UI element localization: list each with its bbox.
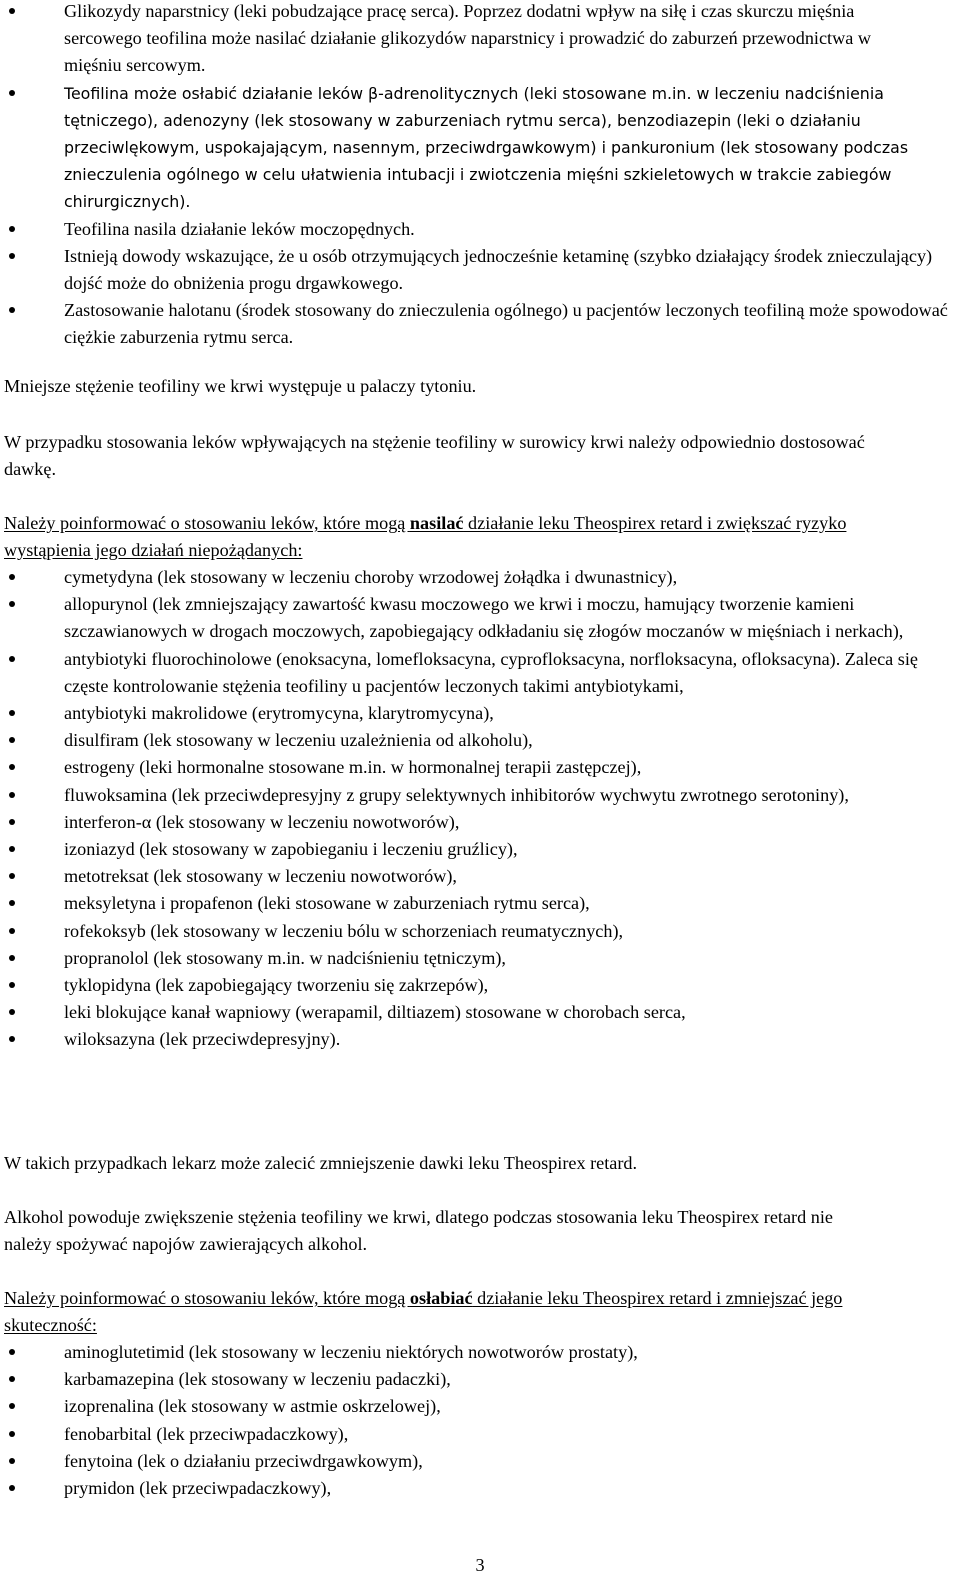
interactions-list [0, 0, 958, 352]
list-item: rofekoksyb (lek stosowany w leczeniu bólu w schorzeniach reumatycznych), [0, 918, 958, 945]
list-item: antybiotyki fluorochinolowe (enoksacyna, lomefloksacyna, cyprofloksacyna, norfloksacyna, ofloksacyna). Zaleca się częste kontrolowanie stężenia teofiliny u pacjentów leczonych takimi antybiotykami, [0, 646, 944, 700]
paragraph-dose-reduction: W takich przypadkach lekarz może zalecić zmniejszenie dawki leku Theospirex retard. [4, 1153, 638, 1173]
list-item: metotreksat (lek stosowany w leczeniu nowotworów), [0, 863, 958, 890]
section-heading-increase [0, 510, 904, 564]
list-item: Istnieją dowody wskazujące, że u osób otrzymujących jednocześnie ketaminę (szybko działający środek znieczulający) dojść może do obniżenia progu drgawkowego. [0, 243, 934, 297]
increase-drugs-list [0, 564, 958, 1054]
heading-text: Należy poinformować o stosowaniu leków, które mogą [4, 513, 410, 533]
paragraph-dose-adjust: W przypadku stosowania leków wpływających na stężenie teofiliny w surowicy krwi należy odpowiednio dostosować dawkę. [4, 432, 865, 480]
list-item: aminoglutetimid (lek stosowany w leczeniu niektórych nowotworów prostaty), [0, 1339, 958, 1366]
page-number: 3 [475, 1555, 485, 1575]
list-item: disulfiram (lek stosowany w leczeniu uzależnienia od alkoholu), [0, 727, 958, 754]
list-item: fluwoksamina (lek przeciwdepresyjny z grupy selektywnych inhibitorów wychwytu zwrotnego serotoniny), [0, 782, 952, 809]
list-item: meksyletyna i propafenon (leki stosowane w zaburzeniach rytmu serca), [0, 890, 958, 917]
paragraph-smokers: Mniejsze stężenie teofiliny we krwi występuje u palaczy tytoniu. [4, 376, 477, 396]
list-item: estrogeny (leki hormonalne stosowane m.in. w hormonalnej terapii zastępczej), [0, 754, 958, 781]
heading-text: Należy poinformować o stosowaniu leków, które mogą [4, 1288, 410, 1308]
list-item: izoprenalina (lek stosowany w astmie oskrzelowej), [0, 1393, 958, 1420]
heading-bold: nasilać [409, 513, 464, 533]
list-item: Teofilina nasila działanie leków moczopędnych. [0, 216, 934, 243]
list-item: allopurynol (lek zmniejszający zawartość kwasu moczowego we krwi i moczu, hamujący tworzenie kamieni szczawianowych w drogach moczowych, zapobiegający odkładaniu się złogów moczanów w mięśniach i nerkach), [0, 591, 914, 645]
list-item: Zastosowanie halotanu (środek stosowany do znieczulenia ogólnego) u pacjentów leczonych teofiliną może spowodować ciężkie zaburzenia rytmu serca. [0, 297, 954, 351]
list-item: prymidon (lek przeciwpadaczkowy), [0, 1475, 958, 1502]
list-item: interferon-α (lek stosowany w leczeniu nowotworów), [0, 809, 958, 836]
list-item: leki blokujące kanał wapniowy (werapamil, diltiazem) stosowane w chorobach serca, [0, 999, 958, 1026]
list-item: fenytoina (lek o działaniu przeciwdrgawkowym), [0, 1448, 958, 1475]
list-item: cymetydyna (lek stosowany w leczeniu choroby wrzodowej żołądka i dwunastnicy), [0, 564, 958, 591]
list-item: Teofilina może osłabić działanie leków β-adrenolitycznych (leki stosowane m.in. w leczeniu nadciśnienia tętniczego), adenozyny (lek stosowany w zaburzeniach rytmu serca), benzodiazepin (leki o działaniu przeciwlękowym, uspokajającym, nasennym, przeciwdrgawkowym) i pankuronium (lek stosowany podczas znieczulenia ogólnego w celu ułatwienia intubacji i zwiotczenia mięśni szkieletowych w trakcie zabiegów chirurgicznych). [0, 80, 952, 216]
list-item: Glikozydy naparstnicy (leki pobudzające pracę serca). Poprzez dodatni wpływ na siłę i czas skurczu mięśnia sercowego teofilina może nasilać działanie glikozydów naparstnicy i prowadzić do zaburzeń przewodnictwa w mięśniu sercowym. [0, 0, 874, 80]
heading-text: działanie leku Theospirex retard i zwiększać ryzyko wystąpienia jego działań niepożądanych: [4, 513, 847, 561]
list-item: karbamazepina (lek stosowany w leczeniu padaczki), [0, 1366, 958, 1393]
list-item: antybiotyki makrolidowe (erytromycyna, klarytromycyna), [0, 700, 958, 727]
list-item: propranolol (lek stosowany m.in. w nadciśnieniu tętniczym), [0, 945, 958, 972]
section-heading-decrease [0, 1285, 924, 1339]
list-item: tyklopidyna (lek zapobiegający tworzeniu się zakrzepów), [0, 972, 958, 999]
heading-bold: osłabiać [409, 1288, 473, 1308]
paragraph-alcohol: Alkohol powoduje zwiększenie stężenia teofiliny we krwi, dlatego podczas stosowania leku Theospirex retard nie należy spożywać napojów zawierających alkohol. [4, 1207, 833, 1255]
heading-text: działanie leku Theospirex retard i zmniejszać jego skuteczność: [4, 1288, 843, 1336]
decrease-drugs-list [0, 1339, 958, 1502]
list-item: fenobarbital (lek przeciwpadaczkowy), [0, 1421, 958, 1448]
list-item: izoniazyd (lek stosowany w zapobieganiu i leczeniu gruźlicy), [0, 836, 958, 863]
list-item: wiloksazyna (lek przeciwdepresyjny). [0, 1026, 958, 1053]
